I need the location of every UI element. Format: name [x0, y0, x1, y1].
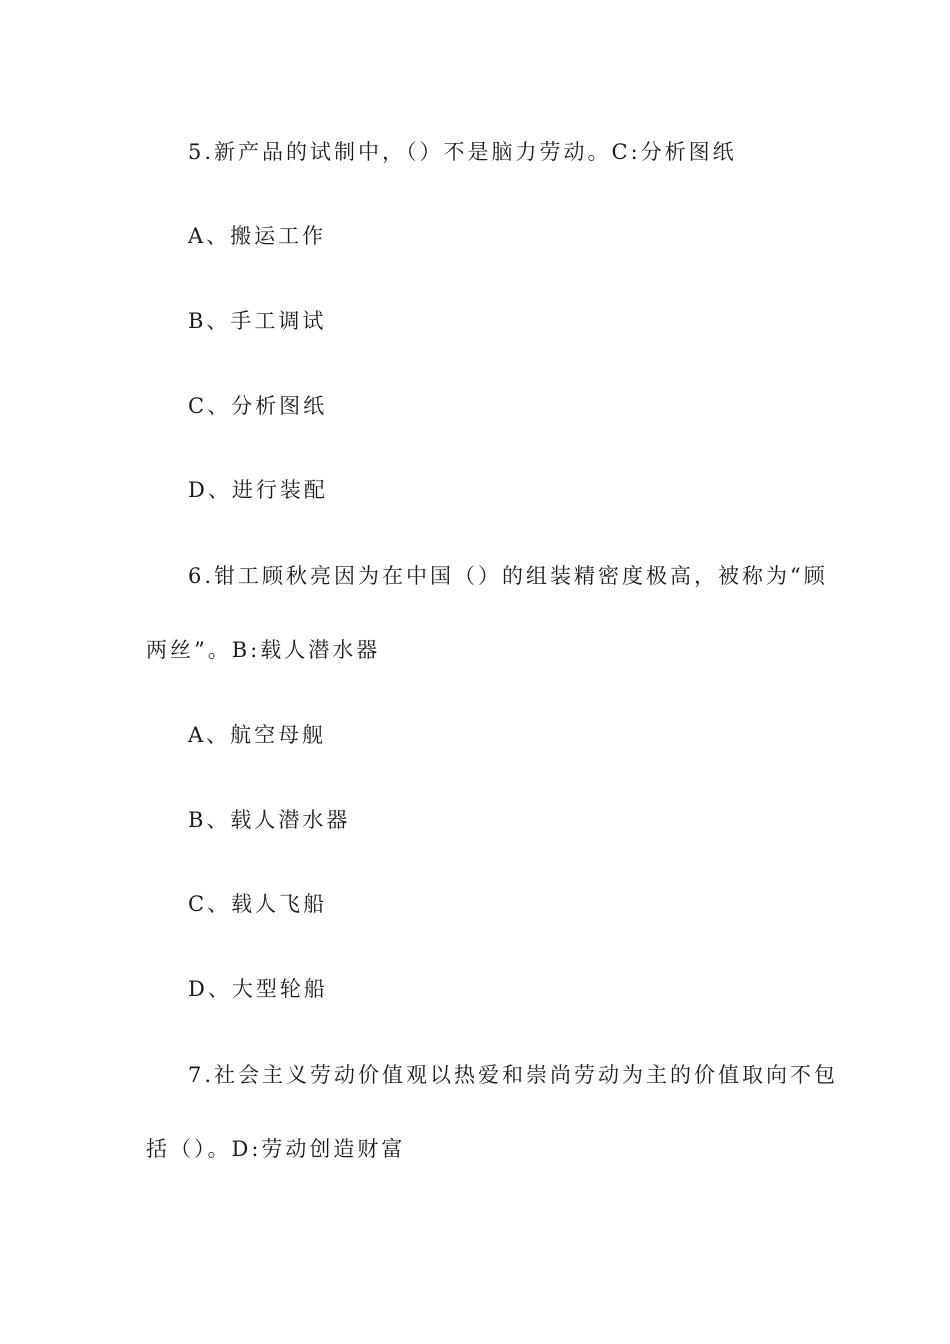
question-5-option-b: B、手工调试 [188, 309, 327, 333]
question-7-stem-line1: 7.社会主义劳动价值观以热爱和崇尚劳动为主的价值取向不包 [188, 1063, 839, 1087]
question-6-stem-line2: 两丝”。B:载人潜水器 [146, 638, 381, 662]
question-5-option-d: D、进行装配 [188, 478, 328, 502]
question-6-option-b: B、载人潜水器 [188, 808, 351, 832]
question-5-option-c: C、分析图纸 [188, 394, 328, 418]
question-5-option-a: A、搬运工作 [188, 224, 327, 248]
question-6-option-d: D、大型轮船 [188, 977, 328, 1001]
question-6-stem-line1: 6.钳工顾秋亮因为在中国（）的组装精密度极高，被称为“顾 [188, 564, 828, 588]
question-6-option-a: A、航空母舰 [188, 723, 327, 747]
question-5-stem: 5.新产品的试制中，（）不是脑力劳动。C:分析图纸 [188, 140, 737, 164]
question-7-stem-line2: 括（）。D:劳动创造财富 [146, 1137, 406, 1161]
question-6-option-c: C、载人飞船 [188, 892, 328, 916]
